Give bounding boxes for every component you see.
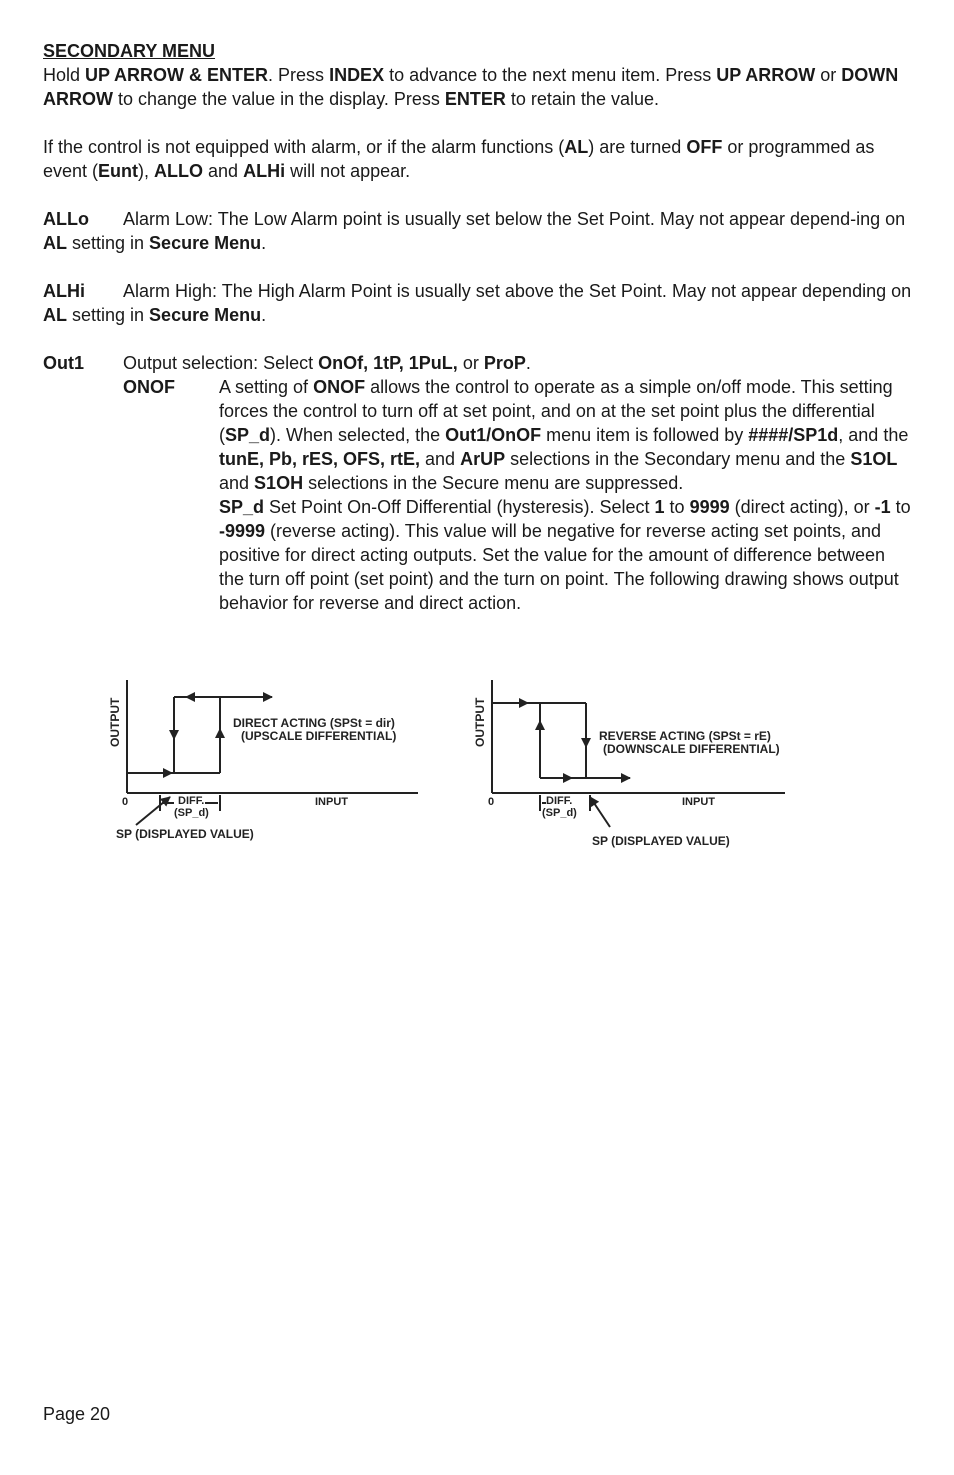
bold-term: S1OH bbox=[254, 473, 304, 493]
bold-term: SP_d bbox=[219, 497, 265, 517]
output-behavior-diagram bbox=[100, 675, 820, 860]
section-heading: SECONDARY MENU bbox=[43, 41, 216, 61]
bold-term: Out1/OnOF bbox=[445, 425, 542, 445]
bold-term: Secure Menu bbox=[149, 233, 262, 253]
bold-term: S1OL bbox=[850, 449, 898, 469]
bold-term: ArUP bbox=[460, 449, 506, 469]
bold-term: UP ARROW & ENTER bbox=[85, 65, 269, 85]
left-diff-line2: (SP_d) bbox=[174, 807, 209, 819]
spd-description: SP_d Set Point On-Off Differential (hysteresis). Select 1 to 9999 (direct acting), or -1 to -9999 (reverse acting). This value will be negative for reverse acting set points, and positive for direct acting outputs. Set the value for the amount of difference between the turn off point (set point) and the turn on point. The following drawing shows output behavior for reverse and direct action. bbox=[219, 497, 911, 613]
bold-term: OnOf, 1tP, 1PuL, bbox=[318, 353, 458, 373]
out1-description: Output selection: Select OnOf, 1tP, 1PuL, or ProP. bbox=[123, 353, 531, 373]
right-x-axis-label: INPUT bbox=[682, 796, 715, 808]
alhi-entry bbox=[43, 279, 915, 327]
intro-paragraph: Hold UP ARROW & ENTER. Press INDEX to advance to the next menu item. Press UP ARROW or DOWN ARROW to change the value in the display. Press ENTER to retain the value. bbox=[43, 65, 899, 109]
bold-term: AL bbox=[43, 233, 67, 253]
bold-term: OFF bbox=[686, 137, 723, 157]
right-title-line1: REVERSE ACTING (SPSt = rE) bbox=[599, 729, 771, 743]
bold-term: ALHi bbox=[243, 161, 286, 181]
bold-term: ALLO bbox=[154, 161, 204, 181]
onof-entry bbox=[123, 375, 915, 615]
right-sp-label: SP (DISPLAYED VALUE) bbox=[592, 834, 730, 848]
bold-term: AL bbox=[564, 137, 589, 157]
allo-term: ALLo bbox=[43, 209, 89, 229]
right-title-line2: (DOWNSCALE DIFFERENTIAL) bbox=[603, 742, 780, 756]
page-number: Page 20 bbox=[43, 1404, 111, 1424]
left-title-line1: DIRECT ACTING (SPSt = dir) bbox=[233, 716, 395, 730]
left-y-axis-label: OUTPUT bbox=[108, 697, 122, 747]
bold-term: -1 bbox=[874, 497, 891, 517]
left-sp-label: SP (DISPLAYED VALUE) bbox=[116, 827, 254, 841]
alhi-description: Alarm High: The High Alarm Point is usually set above the Set Point. May not appear depending on AL setting in Secure Menu. bbox=[43, 281, 912, 325]
allo-description: Alarm Low: The Low Alarm point is usually set below the Set Point. May not appear depend-ing on AL setting in Secure Menu. bbox=[43, 209, 906, 253]
bold-term: ProP bbox=[483, 353, 526, 373]
direct-acting-plot bbox=[127, 680, 418, 825]
alarm-note-paragraph: If the control is not equipped with alarm, or if the alarm functions (AL) are turned OFF or programmed as event (Eunt), ALLO and ALHi will not appear. bbox=[43, 137, 875, 181]
onof-description: A setting of ONOF allows the control to operate as a simple on/off mode. This setting forces the control to turn off at set point, and on at the set point plus the differential (SP_d). When selected, the Out1/OnOF menu item is followed by ####/SP1d, and the tunE, Pb, rES, OFS, rtE, and ArUP selections in the Secondary menu and the S1OL and S1OH selections in the Secure menu are suppressed. bbox=[219, 377, 909, 493]
bold-term: DOWN ARROW bbox=[43, 65, 899, 109]
allo-entry bbox=[43, 207, 915, 255]
bold-term: ONOF bbox=[313, 377, 366, 397]
bold-term: UP ARROW bbox=[716, 65, 816, 85]
right-origin-label: 0 bbox=[488, 796, 495, 808]
left-title-line2: (UPSCALE DIFFERENTIAL) bbox=[241, 729, 397, 743]
bold-term: SP_d bbox=[225, 425, 271, 445]
right-diff-line1: DIFF. bbox=[546, 795, 573, 807]
right-y-axis-label: OUTPUT bbox=[473, 697, 487, 747]
left-origin-label: 0 bbox=[122, 796, 129, 808]
left-diff-line1: DIFF. bbox=[178, 795, 205, 807]
right-diff-line2: (SP_d) bbox=[542, 807, 577, 819]
alhi-term: ALHi bbox=[43, 281, 85, 301]
bold-term: tunE, Pb, rES, OFS, rtE, bbox=[219, 449, 421, 469]
left-x-axis-label: INPUT bbox=[315, 796, 348, 808]
bold-term: Secure Menu bbox=[149, 305, 262, 325]
bold-term: -9999 bbox=[219, 521, 266, 541]
bold-term: 1 bbox=[654, 497, 665, 517]
bold-term: AL bbox=[43, 305, 67, 325]
bold-term: ENTER bbox=[444, 89, 506, 109]
bold-term: 9999 bbox=[689, 497, 730, 517]
bold-term: INDEX bbox=[329, 65, 385, 85]
bold-term: Eunt bbox=[98, 161, 139, 181]
document-body bbox=[43, 39, 915, 615]
out1-term: Out1 bbox=[43, 353, 85, 373]
bold-term: ####/SP1d bbox=[748, 425, 839, 445]
out1-entry bbox=[43, 351, 915, 615]
onof-term: ONOF bbox=[123, 377, 175, 397]
